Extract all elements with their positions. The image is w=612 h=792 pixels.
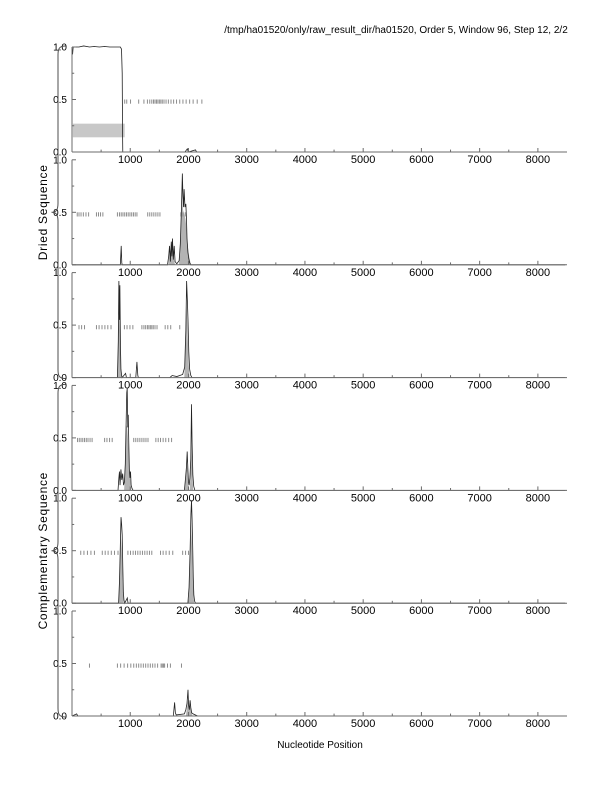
x-tick-label: 8000 bbox=[525, 492, 551, 505]
x-tick-label: 4000 bbox=[292, 605, 318, 618]
x-tick-label: 1000 bbox=[117, 379, 143, 392]
figure-title: /tmp/ha01520/only/raw_result_dir/ha01520, Order 5, Window 96, Step 12, 2/2 bbox=[224, 25, 568, 36]
x-tick-label: 6000 bbox=[409, 154, 434, 166]
y-tick-label: 0.5 bbox=[53, 207, 67, 219]
x-tick-label: 3000 bbox=[234, 266, 259, 279]
y-tick-label: 0.5 bbox=[53, 659, 67, 670]
window-bar bbox=[73, 124, 125, 138]
x-tick-label: 2000 bbox=[176, 605, 201, 618]
x-tick-label: 4000 bbox=[292, 154, 318, 166]
x-tick-label: 3000 bbox=[234, 605, 259, 618]
dried-sequence-label: Dried Sequence bbox=[36, 164, 51, 261]
x-tick-label: 5000 bbox=[350, 605, 376, 618]
subplot-dried-1 bbox=[53, 43, 567, 167]
x-tick-label: 5000 bbox=[350, 718, 376, 730]
x-axis-title: Nucleotide Position bbox=[277, 740, 363, 751]
subplot-complementary-2 bbox=[53, 494, 567, 618]
x-tick-label: 1000 bbox=[117, 154, 143, 166]
y-tick-label: 1.0 bbox=[53, 380, 67, 392]
x-tick-label: 8000 bbox=[525, 718, 551, 730]
x-tick-label: 1000 bbox=[117, 718, 143, 730]
x-tick-label: 1000 bbox=[117, 492, 143, 505]
x-tick-label: 7000 bbox=[467, 379, 492, 392]
x-tick-label: 5000 bbox=[350, 492, 376, 505]
x-tick-label: 4000 bbox=[292, 379, 318, 392]
probability-curve bbox=[72, 500, 565, 603]
x-tick-label: 6000 bbox=[409, 492, 434, 505]
x-tick-label: 6000 bbox=[409, 718, 434, 730]
x-tick-label: 6000 bbox=[409, 266, 434, 279]
probability-curve bbox=[73, 46, 566, 152]
x-tick-label: 6000 bbox=[409, 379, 434, 392]
x-tick-label: 8000 bbox=[525, 605, 551, 618]
x-tick-label: 2000 bbox=[176, 718, 201, 730]
x-tick-label: 7000 bbox=[467, 718, 492, 730]
x-tick-label: 7000 bbox=[467, 154, 492, 166]
x-tick-label: 7000 bbox=[467, 266, 492, 279]
x-tick-label: 8000 bbox=[525, 266, 551, 279]
x-tick-label: 1000 bbox=[117, 605, 143, 618]
x-tick-label: 2000 bbox=[176, 379, 201, 392]
x-tick-label: 5000 bbox=[350, 154, 376, 166]
x-tick-label: 4000 bbox=[292, 492, 318, 505]
y-tick-label: 0.5 bbox=[53, 320, 67, 332]
x-tick-label: 3000 bbox=[234, 379, 259, 392]
probability-curve bbox=[72, 173, 565, 264]
x-tick-label: 3000 bbox=[234, 718, 259, 730]
y-tick-label: 0.0 bbox=[53, 711, 67, 723]
y-tick-label: 1.0 bbox=[53, 155, 67, 167]
x-tick-label: 1000 bbox=[117, 266, 143, 279]
x-tick-label: 8000 bbox=[525, 154, 551, 166]
y-tick-label: 1.0 bbox=[53, 493, 67, 505]
x-tick-label: 2000 bbox=[176, 266, 201, 279]
y-tick-label: 0.5 bbox=[53, 433, 67, 445]
x-tick-label: 3000 bbox=[234, 492, 259, 505]
x-tick-label: 2000 bbox=[176, 492, 201, 505]
axes-layer bbox=[53, 43, 567, 731]
x-tick-label: 3000 bbox=[234, 154, 259, 166]
y-tick-label: 0.0 bbox=[53, 598, 67, 610]
subplot-dried-2 bbox=[53, 155, 567, 278]
x-tick-label: 2000 bbox=[176, 154, 201, 166]
y-tick-label: 1.0 bbox=[53, 42, 67, 54]
x-tick-label: 4000 bbox=[292, 718, 318, 730]
y-tick-label: 0.5 bbox=[53, 95, 67, 106]
x-tick-label: 5000 bbox=[350, 379, 376, 392]
x-tick-label: 6000 bbox=[409, 605, 434, 618]
probability-curve bbox=[72, 690, 565, 716]
x-tick-label: 5000 bbox=[350, 266, 376, 279]
x-tick-label: 4000 bbox=[292, 266, 318, 279]
y-tick-label: 0.0 bbox=[53, 260, 67, 272]
y-tick-label: 1.0 bbox=[53, 268, 67, 280]
y-tick-label: 0.0 bbox=[53, 485, 67, 497]
x-tick-label: 7000 bbox=[467, 492, 492, 505]
complementary-sequence-label: Complementary Sequence bbox=[36, 471, 51, 630]
y-tick-label: 1.0 bbox=[53, 606, 67, 618]
y-tick-label: 0.5 bbox=[53, 546, 67, 558]
y-tick-label: 0.0 bbox=[53, 147, 67, 159]
subplot-dried-3 bbox=[53, 268, 567, 392]
subplot-complementary-1 bbox=[53, 381, 567, 505]
y-tick-label: 0.0 bbox=[53, 373, 67, 385]
x-tick-label: 8000 bbox=[525, 379, 551, 392]
subplot-complementary-3 bbox=[53, 607, 567, 731]
x-tick-label: 7000 bbox=[467, 605, 492, 618]
